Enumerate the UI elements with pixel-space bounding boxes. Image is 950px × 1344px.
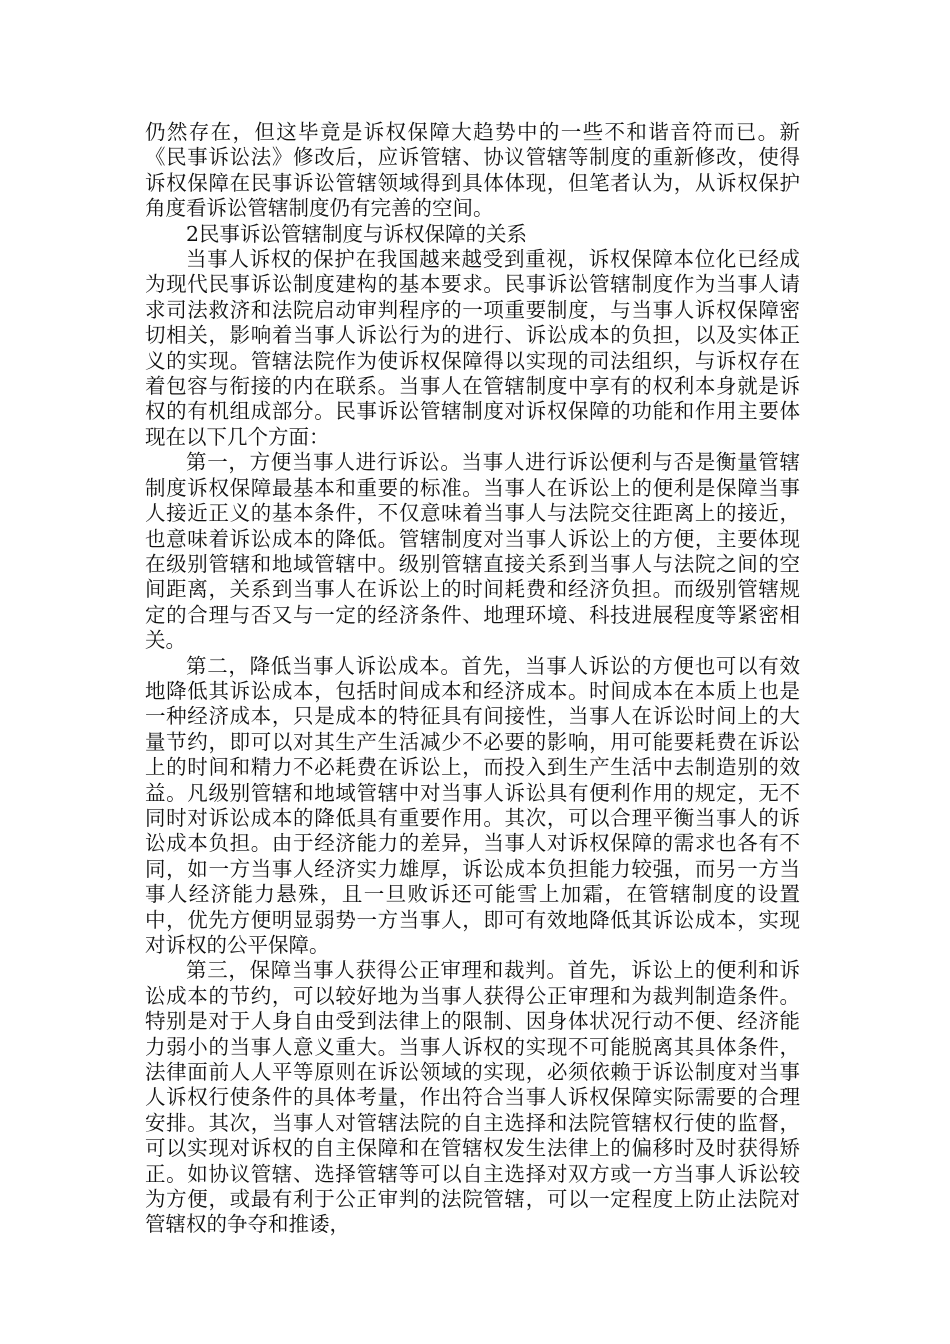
- paragraph-first-point: 第一，方便当事人进行诉讼。当事人进行诉讼便利与否是衡量管辖制度诉权保障最基本和重要的标准。当事人在诉讼上的便利是保障当事人接近正义的基本条件，不仅意味着当事人与法院交往距离上的接近，也意味着诉讼成本的降低。管辖制度对当事人诉讼上的方便，主要体现在级别管辖和地域管辖中。级别管辖直接关系到当事人与法院之间的空间距离，关系到当事人在诉讼上的时间耗费和经济负担。而级别管辖规定的合理与否又与一定的经济条件、地理环境、科技进展程度等紧密相关。: [145, 450, 800, 653]
- paragraph-third-point: 第三，保障当事人获得公正审理和裁判。首先，诉讼上的便利和诉讼成本的节约，可以较好地为当事人获得公正审理和为裁判制造条件。特别是对于人身自由受到法律上的限制、因身体状况行动不便、经济能力弱小的当事人意义重大。当事人诉权的实现不可能脱离其具体条件，法律面前人人平等原则在诉讼领域的实现，必须依赖于诉讼制度对当事人诉权行使条件的具体考量，作出符合当事人诉权保障实际需要的合理安排。其次，当事人对管辖法院的自主选择和法院管辖权行使的监督，可以实现对诉权的自主保障和在管辖权发生法律上的偏移时及时获得矫正。如协议管辖、选择管辖等可以自主选择对双方或一方当事人诉讼较为方便，或最有利于公正审判的法院管辖，可以一定程度上防止法院对管辖权的争夺和推诿，: [145, 958, 800, 1237]
- section-heading: 2民事诉讼管辖制度与诉权保障的关系: [186, 221, 528, 246]
- paragraph-intro: 当事人诉权的保护在我国越来越受到重视，诉权保障本位化已经成为现代民事诉讼制度建构的基本要求。民事诉讼管辖制度作为当事人请求司法救济和法院启动审判程序的一项重要制度，与当事人诉权保障密切相关，影响着当事人诉讼行为的进行、诉讼成本的负担，以及实体正义的实现。管辖法院作为使诉权保障得以实现的司法组织，与诉权存在着包容与衔接的内在联系。当事人在管辖制度中享有的权利本身就是诉权的有机组成部分。民事诉讼管辖制度对诉权保障的功能和作用主要体现在以下几个方面：: [145, 247, 800, 449]
- document-page: [145, 120, 800, 1238]
- paragraph-second-point: 第二，降低当事人诉讼成本。首先，当事人诉讼的方便也可以有效地降低其诉讼成本，包括时间成本和经济成本。时间成本在本质上也是一种经济成本，只是成本的特征具有间接性，当事人在诉讼时间上的大量节约，即可以对其生产生活减少不必要的影响，用可能要耗费在诉讼上的时间和精力不必耗费在诉讼上，而投入到生产生活中去制造别的效益。凡级别管辖和地域管辖中对当事人诉讼具有便利作用的规定，无不同时对诉讼成本的降低具有重要作用。其次，可以合理平衡当事人的诉讼成本负担。由于经济能力的差异，当事人对诉权保障的需求也各有不同，如一方当事人经济实力雄厚，诉讼成本负担能力较强，而另一方当事人经济能力悬殊，且一旦败诉还可能雪上加霜，在管辖制度的设置中，优先方便明显弱势一方当事人，即可有效地降低其诉讼成本，实现对诉权的公平保障。: [145, 653, 800, 957]
- paragraph-continuation: 仍然存在，但这毕竟是诉权保障大趋势中的一些不和谐音符而已。新《民事诉讼法》修改后，应诉管辖、协议管辖等制度的重新修改，使得诉权保障在民事诉讼管辖领域得到具体体现，但笔者认为，从诉权保护角度看诉讼管辖制度仍有完善的空间。: [145, 120, 800, 221]
